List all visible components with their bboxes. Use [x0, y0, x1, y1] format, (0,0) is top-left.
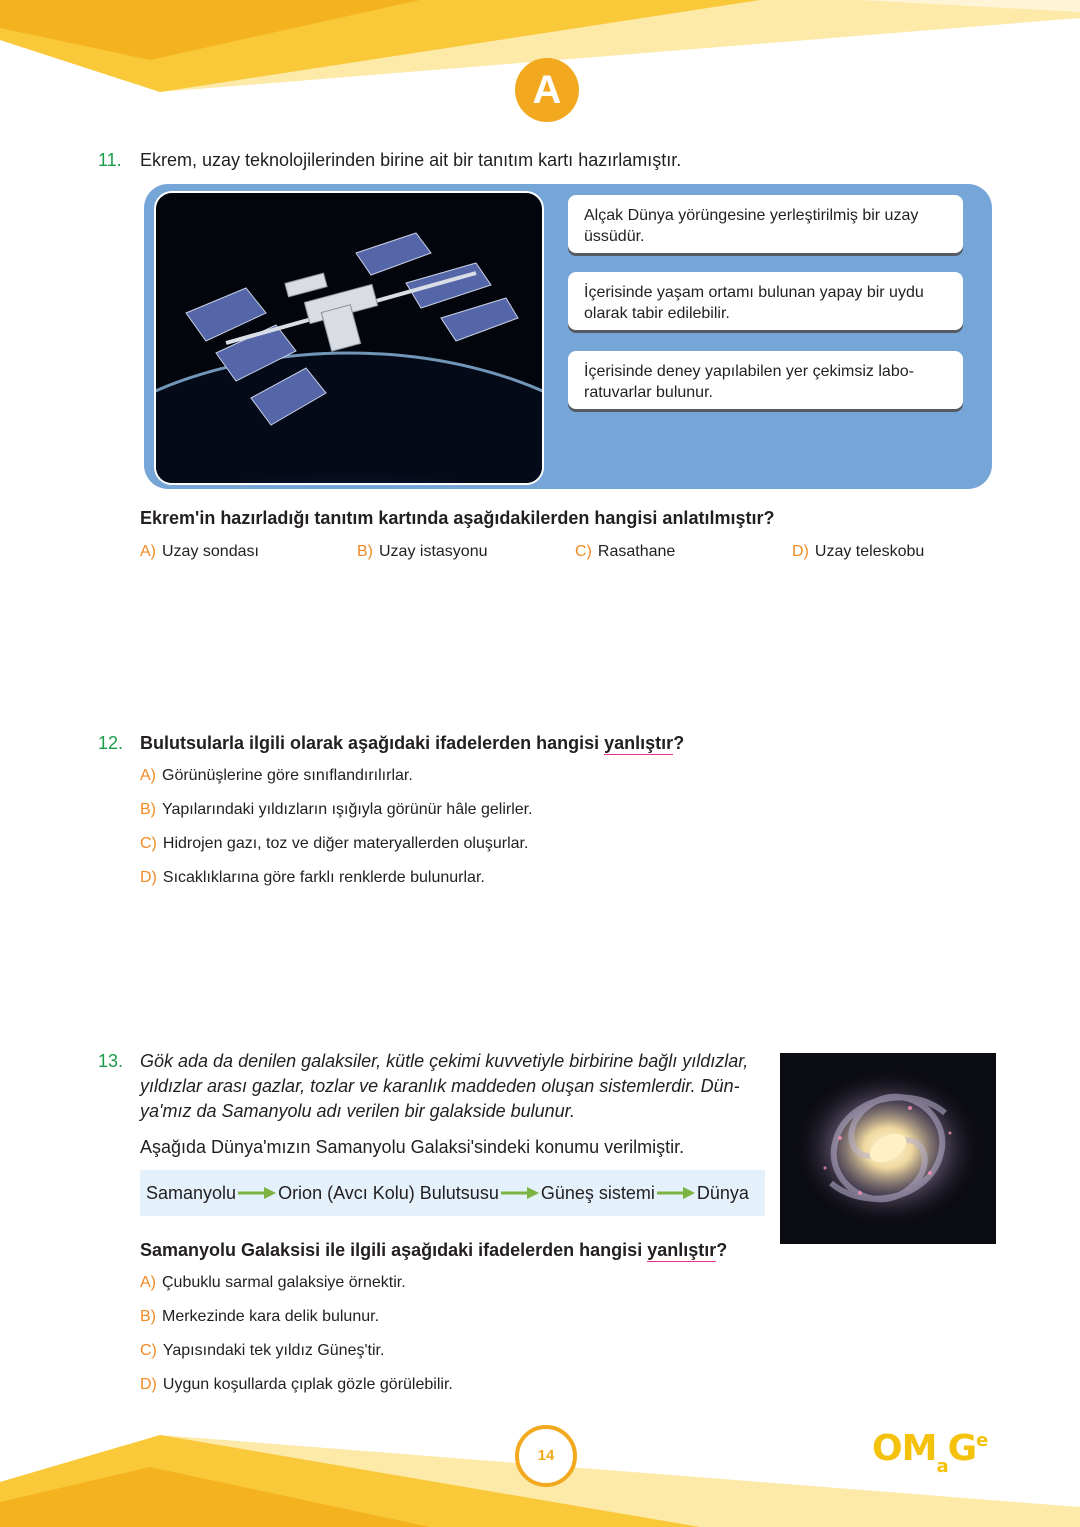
emphasis-yanlistir: yanlıştır — [647, 1240, 717, 1260]
q13-option-a[interactable]: A) Çubuklu sarmal galaksiye örnektir. — [140, 1274, 406, 1291]
q13-intro-line-1: Gök ada da denilen galaksiler, kütle çekimi kuvvetiyle birbirine bağlı yıldızlar, — [140, 1051, 749, 1071]
q12-question: Bulutsularla ilgili olarak aşağıdaki ifadelerden hangisi yanlıştır? — [140, 733, 685, 753]
path-step-1: Samanyolu — [146, 1182, 237, 1203]
q12-option-d[interactable]: D) Sıcaklıklarına göre farklı renklerde bulunurlar. — [140, 869, 485, 886]
q13-intro-line-3: ya'mız da Samanyolu adı verilen bir galakside bulunur. — [140, 1101, 576, 1121]
arrow-right-icon — [238, 1186, 276, 1200]
galaxy-image — [780, 1053, 996, 1244]
q11-option-a[interactable]: A) Uzay sondası — [140, 543, 259, 560]
space-station-image — [154, 191, 544, 485]
path-step-4: Dünya — [696, 1182, 749, 1203]
q11-question: Ekrem'in hazırladığı tanıtım kartında aşağıdakilerden hangisi anlatılmıştır? — [140, 508, 775, 528]
info-fact-2: İçerisinde yaşam ortamı bulunan yapay bir uydu olarak tabir edilebilir. — [568, 272, 963, 330]
q12-number: 12. — [98, 733, 124, 753]
page-number: 14 — [515, 1425, 577, 1487]
q13-option-b[interactable]: B) Merkezinde kara delik bulunur. — [140, 1308, 380, 1325]
arrow-right-icon — [501, 1186, 539, 1200]
section-badge: A — [515, 58, 579, 122]
q13-number: 13. — [98, 1051, 124, 1071]
q13-option-d[interactable]: D) Uygun koşullarda çıplak gözle görülebilir. — [140, 1376, 453, 1393]
emphasis-yanlistir: yanlıştır — [604, 733, 674, 753]
info-fact-1: Alçak Dünya yörüngesine yerleştirilmiş bir uzay üssüdür. — [568, 195, 963, 253]
path-step-3: Güneş sistemi — [540, 1182, 655, 1203]
publisher-logo: $OM_aG^e$ — [872, 1428, 988, 1477]
path-step-2: Orion (Avcı Kolu) Bulutsusu — [278, 1182, 499, 1203]
q13-option-c[interactable]: C) Yapısındaki tek yıldız Güneş'tir. — [140, 1342, 385, 1359]
q11-option-d[interactable]: D) Uzay teleskobu — [792, 543, 925, 560]
q11-option-b[interactable]: B) Uzay istasyonu — [357, 543, 488, 560]
q12-option-b[interactable]: B) Yapılarındaki yıldızların ışığıyla görünür hâle gelirler. — [140, 801, 533, 818]
q11-option-c[interactable]: C) Rasathane — [575, 543, 676, 560]
q11-stem: Ekrem, uzay teknolojilerinden birine ait bir tanıtım kartı hazırlamıştır. — [140, 150, 682, 170]
q12-option-a[interactable]: A) Görünüşlerine göre sınıflandırılırlar. — [140, 767, 413, 784]
arrow-right-icon — [657, 1186, 695, 1200]
q12-option-c[interactable]: C) Hidrojen gazı, toz ve diğer materyallerden oluşurlar. — [140, 835, 529, 852]
q13-intro-line-2: yıldızlar arası gazlar, tozlar ve karanlık maddeden oluşan sistemlerdir. Dün- — [140, 1076, 740, 1096]
info-fact-3: İçerisinde deney yapılabilen yer çekimsiz labo- ratuvarlar bulunur. — [568, 351, 963, 409]
q13-lead: Aşağıda Dünya'mızın Samanyolu Galaksi'sindeki konumu verilmiştir. — [140, 1137, 685, 1157]
q13-question: Samanyolu Galaksisi ile ilgili aşağıdaki ifadelerden hangisi yanlıştır? — [140, 1240, 728, 1260]
galaxy-location-path — [140, 1170, 765, 1216]
q11-number: 11. — [98, 150, 122, 170]
